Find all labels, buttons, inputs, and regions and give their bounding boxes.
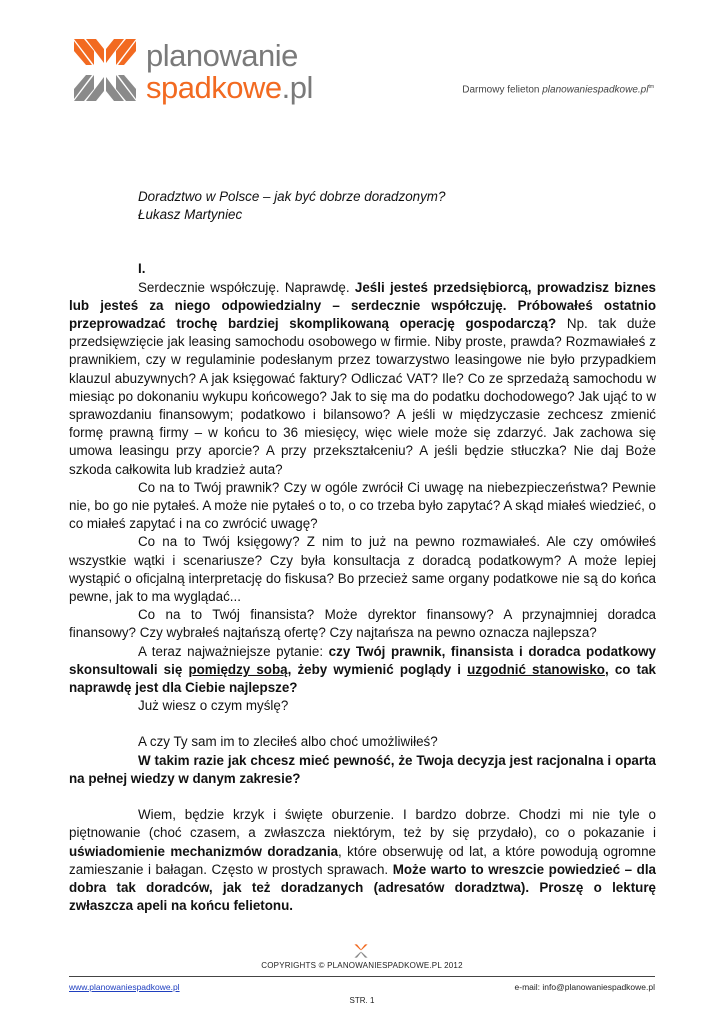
spacer: [69, 715, 656, 733]
paragraph-7: A czy Ty sam im to zleciłeś albo choć umożliwiłeś?: [138, 734, 438, 750]
p5-bold-a: czy Twój prawnik, finansista i doradca podatkowy skonsultowali się: [69, 643, 656, 677]
article-body: [69, 188, 656, 915]
p5-underline-1: pomiędzy sobą: [188, 661, 288, 677]
logo-text-line1: planowanie: [146, 38, 298, 73]
p9-bold-1: uświadomienie mechanizmów doradzania: [69, 843, 339, 859]
page-number: STR. 1: [349, 996, 375, 1005]
p5-bold-d: , co tak naprawdę jest dla Ciebie najlepsze?: [69, 661, 656, 696]
brand-logo: [72, 37, 342, 107]
section-number: I.: [138, 261, 146, 277]
p1-intro: Serdecznie współczuję. Naprawdę.: [138, 279, 355, 295]
header-note-tm: tm: [648, 84, 654, 90]
p5-intro: A teraz najważniejsze pytanie:: [138, 643, 329, 659]
paragraph-3: Co na to Twój księgowy? Z nim to już na pewno rozmawiałeś. Ale czy omówiłeś wszystkie wątki i scenariusze? Czy była konsultacja z doradcą podatkowym? A może lepiej wystąpić o oficjalną interpretację do fiskusa? Bo przecież same organy podatkowe nie są do końca pewne, jak to ma wyglądać...: [69, 534, 656, 605]
footer-website-link[interactable]: www.planowaniespadkowe.pl: [69, 982, 180, 992]
header-note-site: planowaniespadkowe.pl: [542, 84, 649, 96]
paragraph-2: Co na to Twój prawnik? Czy w ogóle zwrócił Ci uwagę na niebezpieczeństwa? Pewnie nie, bo go nie pytałeś. A może nie pytałeś o to, o co trzeba było zapytać? A skąd miałeś wiedzieć, o co miałeś zapytać i na co zwrócić uwagę?: [69, 479, 656, 532]
header-note: [462, 84, 654, 95]
planowanie-spadkowe-logo-icon: [72, 37, 138, 103]
paragraph-9: [69, 806, 656, 915]
logo-text-suffix: .pl: [281, 70, 313, 105]
footer-divider: [69, 976, 655, 977]
p5-bold-c: , żeby wymienić poglądy i: [287, 661, 468, 677]
p1-bold: Jeśli jesteś przedsiębiorcą, prowadzisz biznes lub jesteś za niego odpowiedzialny – serdecznie współczuję. Próbowałeś ostatnio przeprowadzać trochę bardziej skomplikowaną operację gospodarczą?: [69, 279, 656, 332]
p5-underline-2: uzgodnić stanowisko: [467, 661, 605, 677]
article-author: Łukasz Martyniec: [138, 207, 243, 223]
paragraph-1: [69, 279, 656, 479]
logo-text-spadkowe: spadkowe: [146, 70, 282, 105]
article-heading: [69, 188, 656, 224]
p8-bold: W takim razie jak chcesz mieć pewność, że Twoja decyzja jest racjonalna i oparta na pełnej wiedzy w danym zakresie?: [69, 752, 656, 786]
article-title: Doradztwo w Polsce – jak być dobrze doradzonym?: [138, 189, 446, 204]
paragraph-5: [69, 643, 656, 698]
p1-rest: Np. tak duże przedsięwzięcie jak leasing samochodu osobowego w firmie. Niby proste, prawda? Rozmawiałeś z prawnikiem, czy w regulaminie podesłanym przez towarzystwo leasingowe nie było przypadkiem klauzul abuzywnych? A jak księgować faktury? Odliczać VAT? Ile? Co ze sprzedażą samochodu w miesiąc po dokonaniu wykupu końcowego? Jak to się ma do podatku dochodowego? Jak ująć to w sprawozdaniu finansowym; podatkowo i bilansowo? A jeśli w międzyczasie zechcesz zmienić formę prawną firmy – w końcu to 36 miesięcy, więc wiele może się zdarzyć. Jak zachowa się umowa leasingu przy aporcie? A przy przekształceniu? A jeśli będzie stłuczka? Nie daj Boże szkoda całkowita lub kradzież auta?: [69, 316, 656, 477]
paragraph-4: Co na to Twój finansista? Może dyrektor finansowy? A przynajmniej doradca finansowy? Czy wybrałeś najtańszą ofertę? Czy najtańsza na pewno oznacza najlepsza?: [69, 607, 656, 641]
logo-text-line2: [146, 71, 313, 105]
header-note-prefix: Darmowy felieton: [462, 84, 543, 96]
paragraph-6: Już wiesz o czym myślę?: [138, 698, 289, 714]
p9-intro: Wiem, będzie krzyk i święte oburzenie. I bardzo dobrze. Chodzi mi nie tyle o piętnowanie (choć czasem, a zwłaszcza niektórym, też by się przydało), co o pokazanie i: [69, 807, 656, 841]
spacer: [69, 788, 656, 806]
footer-copyright: COPYRIGHTS © PLANOWANIESPADKOWE.PL 2012: [261, 961, 463, 970]
paragraph-8: [69, 752, 656, 788]
p9-mid: , które obserwuję od lat, a które powodują ogromne zamieszanie i bałagan. Często w prostych sprawach.: [69, 843, 656, 877]
footer-email: e-mail: info@planowaniespadkowe.pl: [514, 982, 655, 992]
p9-bold-2: Może warto to wreszcie powiedzieć – dla dobra tak doradców, jak też doradzanych (adresatów doradztwa). Proszę o lekturę zwłaszcza apeli na końcu felietonu.: [69, 861, 656, 914]
